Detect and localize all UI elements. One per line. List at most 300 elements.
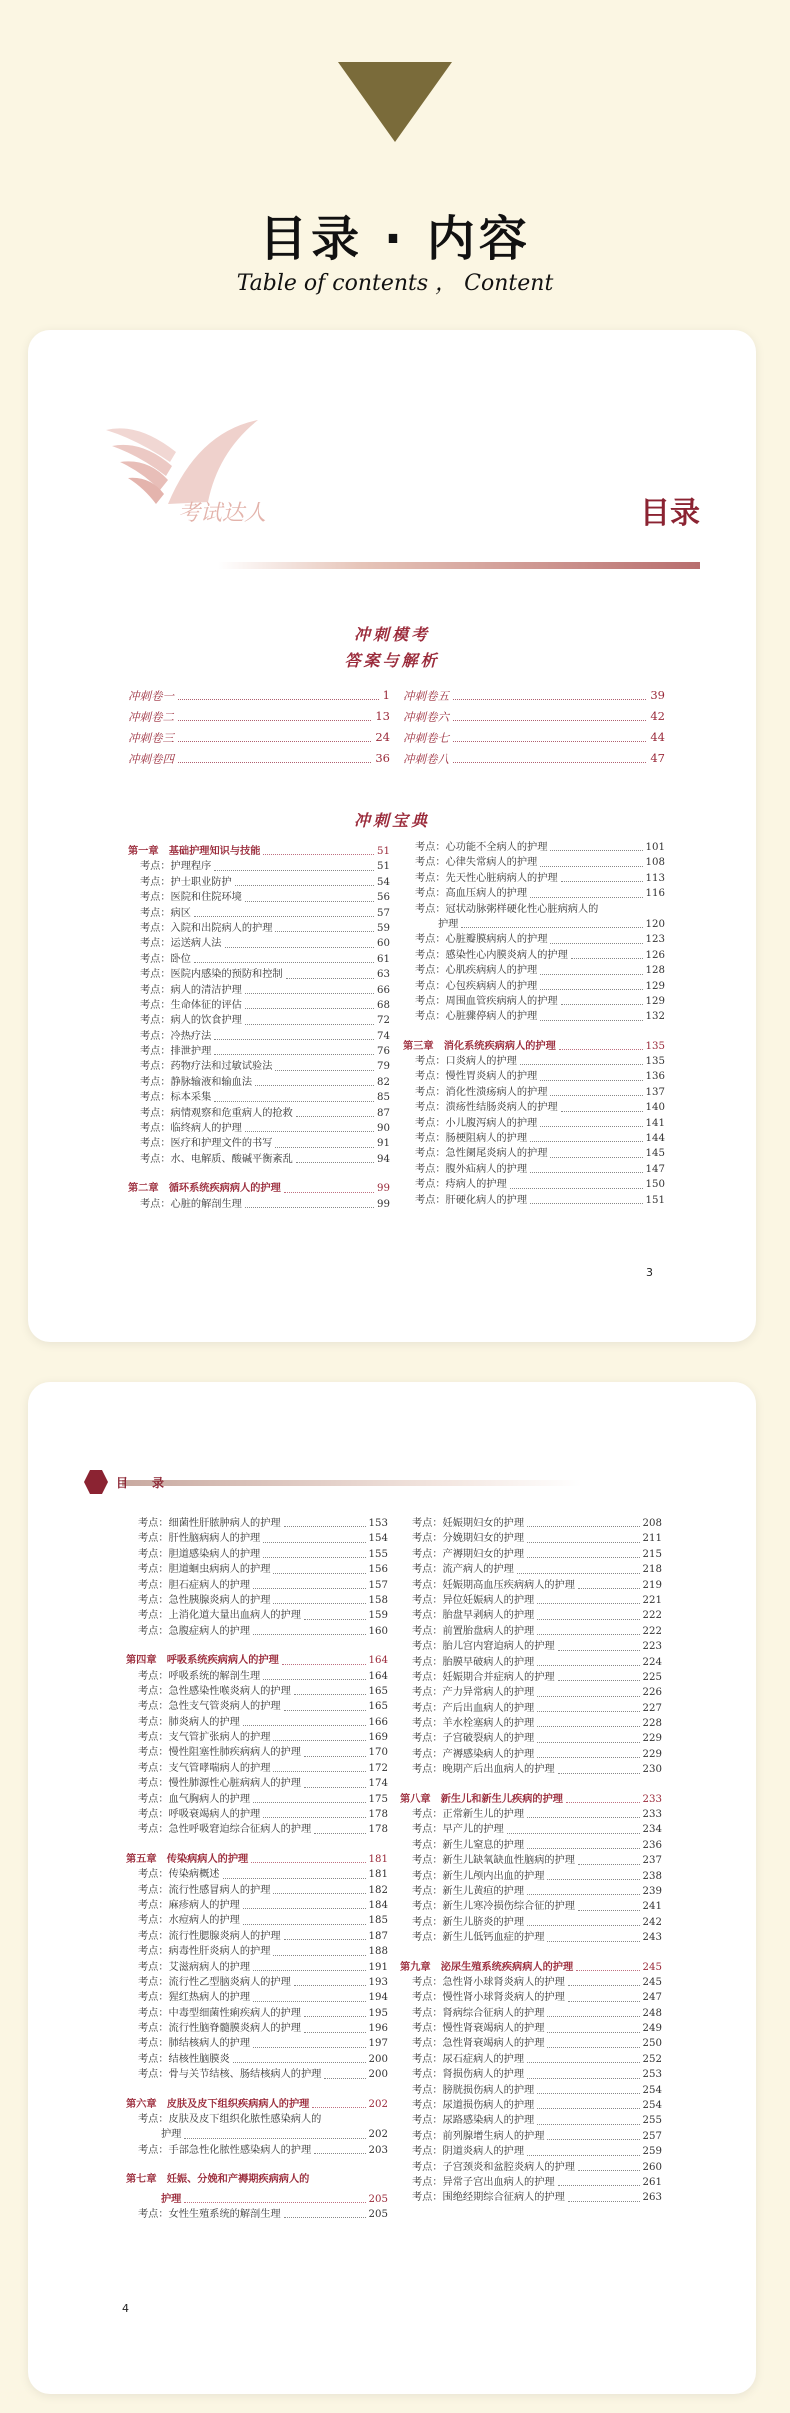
decorative-triangle — [338, 62, 452, 142]
entry-page: 230 — [642, 1764, 662, 1776]
entry-title: 第八章 新生儿和新生儿疾病的护理 — [400, 1792, 563, 1805]
toc-entry — [400, 1716, 662, 1731]
toc-entry — [400, 1608, 662, 1623]
toc-entry — [128, 1059, 390, 1074]
spacer — [126, 2158, 388, 2168]
toc-page-4 — [28, 1382, 756, 2394]
entry-title: 考点：小儿腹泻病人的护理 — [415, 1117, 538, 1129]
leader-dots — [263, 854, 374, 855]
entry-page: 202 — [368, 2098, 388, 2110]
leader-dots — [527, 1817, 639, 1818]
exam-page: 47 — [650, 751, 665, 765]
toc-entry — [126, 1898, 388, 1913]
entry-title: 考点：肾损伤病人的护理 — [412, 2069, 525, 2081]
toc-entry — [126, 2127, 388, 2142]
entry-page: 108 — [645, 857, 665, 869]
leader-dots — [245, 993, 374, 994]
entry-page: 174 — [368, 1778, 388, 1790]
toc-entry — [400, 2175, 662, 2190]
leader-dots — [527, 1542, 639, 1543]
entry-page: 229 — [642, 1733, 662, 1745]
toc-entry — [128, 1013, 390, 1028]
toc-entry — [403, 855, 665, 870]
leader-dots — [304, 1787, 366, 1788]
entry-page: 59 — [377, 922, 390, 934]
entry-page: 200 — [368, 2069, 388, 2081]
leader-dots — [312, 2107, 365, 2108]
leader-dots — [245, 1207, 374, 1208]
entry-page: 229 — [642, 1748, 662, 1760]
leader-dots — [527, 2062, 639, 2063]
entry-title: 考点：前列腺增生病人的护理 — [412, 2130, 545, 2142]
entry-title: 考点：膀胱损伤病人的护理 — [412, 2084, 535, 2096]
entry-page: 99 — [377, 1183, 390, 1195]
entry-title: 考点：急性胰腺炎病人的护理 — [138, 1594, 271, 1606]
toc-entry — [126, 1929, 388, 1944]
entry-title: 考点：异位妊娠病人的护理 — [412, 1594, 535, 1606]
entry-title: 考点：生命体征的评估 — [140, 999, 242, 1011]
entry-title: 考点：消化性溃疡病人的护理 — [415, 1086, 548, 1098]
entry-title: 考点：分娩期妇女的护理 — [412, 1533, 525, 1545]
leader-dots — [273, 1603, 365, 1604]
entry-title: 第六章 皮肤及皮下组织疾病病人的护理 — [126, 2097, 310, 2110]
spacer — [400, 1946, 662, 1956]
toc-entry — [403, 932, 665, 947]
page-subtitle: Table of contents ， Content — [236, 271, 554, 296]
entry-page: 60 — [377, 938, 390, 950]
entry-page: 157 — [368, 1579, 388, 1591]
toc-entry — [126, 1960, 388, 1975]
toc-entry — [126, 1578, 388, 1593]
entry-page: 57 — [377, 907, 390, 919]
entry-title: 考点：急性肾小球肾炎病人的护理 — [412, 1976, 565, 1988]
toc-entry — [126, 2207, 388, 2222]
entry-page: 164 — [368, 1670, 388, 1682]
toc-entry — [403, 1100, 665, 1115]
toc-entry — [126, 1807, 388, 1822]
leader-dots — [537, 2124, 639, 2125]
leader-dots — [527, 1848, 639, 1849]
entry-page: 259 — [642, 2146, 662, 2158]
entry-title: 考点：心脏的解剖生理 — [140, 1198, 242, 1210]
entry-title: 考点：慢性肺源性心脏病病人的护理 — [138, 1778, 301, 1790]
entry-page: 79 — [377, 1061, 390, 1073]
toc-entry — [400, 1990, 662, 2005]
entry-title: 考点：口炎病人的护理 — [415, 1056, 517, 1068]
leader-dots — [540, 1080, 642, 1081]
leader-dots — [568, 1985, 640, 1986]
entry-title: 第三章 消化系统疾病病人的护理 — [403, 1039, 556, 1052]
leader-dots — [550, 850, 642, 851]
entry-title: 考点：胆石症病人的护理 — [138, 1579, 251, 1591]
entry-title: 考点：心律失常病人的护理 — [415, 857, 538, 869]
leader-dots — [540, 989, 642, 990]
leader-dots — [527, 2155, 639, 2156]
entry-title: 考点：尿石症病人的护理 — [412, 2053, 525, 2065]
entry-title: 考点：异常子宫出血病人的护理 — [412, 2177, 555, 2188]
entry-page: 170 — [368, 1747, 388, 1759]
entry-title: 考点：麻疹病人的护理 — [138, 1899, 240, 1911]
toc-entry — [400, 2083, 662, 2098]
entry-title: 考点：流行性脑脊髓膜炎病人的护理 — [138, 2023, 301, 2035]
toc-entry — [128, 1029, 390, 1044]
leader-dots — [550, 943, 642, 944]
entry-title: 考点：肝性脑病病人的护理 — [138, 1533, 261, 1545]
entry-page: 252 — [642, 2053, 662, 2065]
entry-page: 196 — [368, 2023, 388, 2035]
entry-page: 211 — [642, 1533, 662, 1545]
exam-entry — [403, 751, 665, 767]
leader-dots — [530, 897, 642, 898]
entry-page: 254 — [642, 2100, 662, 2112]
chapter-entry — [128, 844, 390, 859]
entry-page: 132 — [645, 1011, 665, 1023]
toc-entry — [400, 1838, 662, 1853]
entry-title: 考点：周围血管疾病病人的护理 — [415, 995, 558, 1007]
toc-entry — [400, 1975, 662, 1990]
leader-dots — [214, 1039, 374, 1040]
toc-entry — [400, 2067, 662, 2082]
entry-title: 考点：阴道炎病人的护理 — [412, 2146, 525, 2158]
toc-entry — [400, 1853, 662, 1868]
leader-dots — [296, 1162, 374, 1163]
svg-text:考试达人: 考试达人 — [178, 501, 267, 526]
spacer — [128, 1167, 390, 1177]
entry-page: 166 — [368, 1716, 388, 1728]
entry-title: 第一章 基础护理知识与技能 — [128, 844, 261, 857]
entry-title: 考点：皮肤及皮下组织化脓性感染病人的 — [138, 2114, 322, 2126]
toc-entry — [126, 1730, 388, 1745]
leader-dots — [537, 1742, 639, 1743]
leader-dots — [537, 2093, 639, 2094]
leader-dots — [214, 1101, 374, 1102]
toc-entry — [400, 1593, 662, 1608]
exam-name: 冲刺卷八 — [403, 752, 449, 766]
toc-entry — [128, 906, 390, 921]
entry-title: 考点：产力异常病人的护理 — [412, 1687, 535, 1699]
leader-dots — [273, 1573, 365, 1574]
entry-title: 第二章 循环系统疾病病人的护理 — [128, 1182, 281, 1195]
hexagon-logo-icon — [84, 1470, 108, 1494]
entry-page: 193 — [368, 1976, 388, 1988]
toc-entry — [400, 1822, 662, 1837]
leader-dots — [273, 1771, 365, 1772]
toc-entry — [126, 1624, 388, 1639]
section-title-handbook: 冲刺宝典 — [353, 811, 430, 830]
leader-dots — [507, 1833, 640, 1834]
exam-name: 冲刺卷六 — [403, 710, 449, 724]
entry-title: 考点：胎儿宫内窘迫病人的护理 — [412, 1641, 555, 1653]
entry-page: 56 — [377, 892, 390, 904]
toc-entry — [400, 1655, 662, 1670]
leader-dots — [253, 1970, 365, 1971]
entry-page: 254 — [642, 2084, 662, 2096]
leader-dots — [314, 2153, 365, 2154]
entry-title: 考点：溃疡性结肠炎病人的护理 — [415, 1102, 558, 1114]
entry-title: 考点：药物疗法和过敏试验法 — [140, 1061, 273, 1073]
leader-dots — [520, 1064, 643, 1065]
toc-entry — [400, 1807, 662, 1822]
entry-title: 考点：感染性心内膜炎病人的护理 — [415, 949, 568, 961]
entry-page: 237 — [642, 1855, 662, 1867]
entry-title: 考点：艾滋病病人的护理 — [138, 1961, 251, 1973]
entry-page: 175 — [368, 1793, 388, 1805]
exam-page: 39 — [650, 688, 665, 702]
toc-entry — [126, 1822, 388, 1837]
leader-dots — [517, 1573, 640, 1574]
page-number: 3 — [646, 1266, 653, 1279]
leader-dots — [550, 1095, 642, 1096]
entry-page: 126 — [645, 949, 665, 961]
entry-page: 221 — [642, 1594, 662, 1606]
leader-dots — [296, 1116, 374, 1117]
entry-page: 195 — [368, 2007, 388, 2019]
leader-dots — [547, 1941, 639, 1942]
entry-page: 181 — [368, 1869, 388, 1881]
entry-title: 考点：运送病人法 — [140, 938, 222, 950]
entry-page: 160 — [368, 1625, 388, 1637]
leader-dots — [558, 1773, 640, 1774]
entry-page: 227 — [642, 1702, 662, 1714]
entry-title: 考点：围绝经期综合征病人的护理 — [412, 2192, 565, 2204]
entry-title: 考点：尿路感染病人的护理 — [412, 2115, 535, 2127]
chapter-entry — [400, 1792, 662, 1807]
entry-title: 考点：排泄护理 — [140, 1046, 212, 1058]
toc-entry — [403, 1162, 665, 1177]
entry-page: 51 — [377, 861, 390, 873]
chapter-entry — [400, 1960, 662, 1975]
leader-dots — [547, 2016, 639, 2017]
toc-entry — [400, 2160, 662, 2175]
toc-entry — [126, 1944, 388, 1959]
toc-entry — [400, 2052, 662, 2067]
chapter-entry — [126, 1852, 388, 1867]
entry-title: 考点：新生儿脐炎的护理 — [412, 1916, 525, 1928]
entry-title: 考点：上消化道大量出血病人的护理 — [138, 1610, 301, 1622]
toc-entry — [403, 871, 665, 886]
exam-page: 13 — [375, 709, 390, 723]
leader-dots — [558, 1680, 640, 1681]
toc-entry — [128, 952, 390, 967]
entry-title: 考点：晚期产后出血病人的护理 — [412, 1764, 555, 1776]
leader-dots — [527, 1557, 639, 1558]
exam-name: 冲刺卷五 — [403, 689, 449, 703]
entry-page: 135 — [645, 1040, 665, 1052]
leader-dots — [275, 931, 374, 932]
entry-title: 考点：妊娠期高血压疾病病人的护理 — [412, 1579, 575, 1591]
toc-entry — [126, 1792, 388, 1807]
leader-dots — [178, 709, 371, 721]
entry-title: 考点：心功能不全病人的护理 — [415, 841, 548, 853]
toc-entry — [126, 1516, 388, 1531]
spacer — [126, 2083, 388, 2093]
entry-title: 考点：支气管哮喘病人的护理 — [138, 1762, 271, 1774]
toc-entry — [400, 2144, 662, 2159]
entry-page: 156 — [368, 1564, 388, 1576]
leader-dots — [286, 978, 374, 979]
leader-dots — [537, 1696, 639, 1697]
entry-page: 226 — [642, 1687, 662, 1699]
entry-page: 172 — [368, 1762, 388, 1774]
entry-page: 145 — [645, 1148, 665, 1160]
entry-page: 233 — [642, 1793, 662, 1805]
leader-dots — [568, 2001, 640, 2002]
leader-dots — [251, 1862, 365, 1863]
leader-dots — [294, 1694, 366, 1695]
entry-title: 考点：子宫破裂病人的护理 — [412, 1733, 535, 1745]
toc-entry — [400, 2006, 662, 2021]
entry-title: 考点：病毒性肝炎病人的护理 — [138, 1946, 271, 1958]
leader-dots — [304, 2016, 366, 2017]
entry-page: 261 — [642, 2177, 662, 2188]
toc-entry — [128, 1106, 390, 1121]
toc-entry — [403, 1193, 665, 1208]
leader-dots — [561, 881, 643, 882]
entry-page: 215 — [642, 1548, 662, 1560]
exam-entry — [128, 709, 390, 725]
leader-dots — [253, 1588, 365, 1589]
leader-dots — [547, 2032, 639, 2033]
toc-column-right — [400, 1516, 662, 2206]
leader-dots — [275, 1147, 374, 1148]
leader-dots — [530, 1172, 642, 1173]
entry-page: 140 — [645, 1102, 665, 1114]
leader-dots — [263, 1679, 365, 1680]
entry-page: 249 — [642, 2023, 662, 2035]
entry-page: 76 — [377, 1046, 390, 1058]
entry-page: 218 — [642, 1564, 662, 1576]
leader-dots — [245, 1008, 374, 1009]
entry-title: 考点：流产病人的护理 — [412, 1564, 514, 1576]
toc-entry — [400, 1915, 662, 1930]
entry-page: 234 — [642, 1824, 662, 1836]
entry-title: 考点：心肌疾病病人的护理 — [415, 965, 538, 977]
entry-title: 考点：急性肾衰竭病人的护理 — [412, 2038, 545, 2050]
entry-title: 考点：呼吸衰竭病人的护理 — [138, 1809, 261, 1821]
entry-title: 考点：临终病人的护理 — [140, 1123, 242, 1135]
entry-title: 考点：医疗和护理文件的书写 — [140, 1138, 273, 1150]
toc-entry — [128, 1136, 390, 1151]
leader-dots — [540, 1020, 642, 1021]
running-header — [84, 1470, 170, 1494]
entry-page: 123 — [645, 934, 665, 946]
entry-title: 考点：医院内感染的预防和控制 — [140, 969, 283, 981]
entry-page: 239 — [642, 1885, 662, 1897]
entry-title: 考点：产褥感染病人的护理 — [412, 1748, 535, 1760]
leader-dots — [243, 1725, 366, 1726]
leader-dots — [284, 1526, 366, 1527]
toc-entry — [128, 1044, 390, 1059]
entry-title: 考点：传染病概述 — [138, 1869, 220, 1881]
entry-title: 考点：手部急性化脓性感染病人的护理 — [138, 2144, 312, 2156]
entry-title: 考点：病人的清洁护理 — [140, 984, 242, 996]
entry-title: 考点：妊娠期妇女的护理 — [412, 1517, 525, 1529]
entry-page: 225 — [642, 1671, 662, 1683]
chapter-entry — [126, 1653, 388, 1668]
entry-title: 第五章 传染病病人的护理 — [126, 1852, 249, 1865]
entry-page: 120 — [645, 918, 665, 930]
leader-dots — [527, 2078, 639, 2079]
leader-dots — [284, 2217, 366, 2218]
entry-title: 考点：腹外疝病人的护理 — [415, 1163, 528, 1175]
leader-dots — [263, 1557, 365, 1558]
leader-dots — [294, 1985, 366, 1986]
toc-entry — [400, 2098, 662, 2113]
leader-dots — [527, 1894, 639, 1895]
entry-page: 187 — [368, 1930, 388, 1942]
leader-dots — [561, 1004, 643, 1005]
entry-title: 考点：静脉输液和输血法 — [140, 1076, 253, 1088]
exam-name: 冲刺卷二 — [128, 710, 174, 724]
entry-page: 257 — [642, 2130, 662, 2142]
entry-title: 考点：卧位 — [140, 953, 191, 965]
toc-entry — [403, 840, 665, 855]
entry-page: 248 — [642, 2007, 662, 2019]
entry-title: 第四章 呼吸系统疾病病人的护理 — [126, 1654, 279, 1667]
entry-title: 考点：医院和住院环境 — [140, 892, 242, 904]
exam-page: 42 — [650, 709, 665, 723]
toc-entry — [128, 875, 390, 890]
exam-name: 冲刺卷一 — [128, 689, 174, 703]
entry-page: 165 — [368, 1685, 388, 1697]
entry-title: 考点：冷热疗法 — [140, 1030, 212, 1042]
leader-dots — [275, 1070, 374, 1071]
page-title: 目录 · 内容 — [259, 211, 531, 267]
entry-title: 考点：痔病人的护理 — [415, 1179, 507, 1191]
entry-title: 第九章 泌尿生殖系统疾病病人的护理 — [400, 1960, 574, 1973]
leader-dots — [243, 1924, 366, 1925]
leader-dots — [559, 1049, 643, 1050]
toc-entry — [403, 1085, 665, 1100]
entry-title: 考点：护士职业防护 — [140, 876, 232, 888]
toc-entry — [128, 921, 390, 936]
leader-dots — [253, 2047, 365, 2048]
entry-page: 154 — [368, 1533, 388, 1545]
exam-entry — [403, 730, 665, 746]
entry-page: 238 — [642, 1870, 662, 1882]
entry-page: 101 — [645, 841, 665, 853]
entry-page: 191 — [368, 1961, 388, 1973]
running-header-label: 目 录 — [116, 1475, 171, 1490]
leader-dots — [245, 901, 374, 902]
entry-title: 考点：前置胎盘病人的护理 — [412, 1625, 535, 1637]
leader-dots — [263, 1542, 365, 1543]
toc-entry — [126, 1990, 388, 2005]
entry-page: 94 — [377, 1153, 390, 1165]
chapter-entry — [126, 2097, 388, 2112]
leader-dots — [578, 1910, 640, 1911]
leader-dots — [235, 885, 374, 886]
entry-page: 243 — [642, 1932, 662, 1944]
toc-entry — [128, 936, 390, 951]
toc-entry — [400, 1670, 662, 1685]
spacer — [403, 1025, 665, 1035]
toc-entry — [403, 886, 665, 901]
leader-dots — [324, 2078, 365, 2079]
leader-dots — [453, 730, 646, 742]
entry-page: 253 — [642, 2069, 662, 2081]
entry-title: 考点：产褥期妇女的护理 — [412, 1548, 525, 1560]
entry-title: 考点：猩红热病人的护理 — [138, 1992, 251, 2004]
toc-entry — [400, 1531, 662, 1546]
entry-title: 考点：结核性脑膜炎 — [138, 2053, 230, 2065]
entry-page: 178 — [368, 1809, 388, 1821]
entry-title: 考点：新生儿黄疸的护理 — [412, 1885, 525, 1897]
leader-dots — [530, 1203, 642, 1204]
leader-dots — [537, 1757, 639, 1758]
entry-title: 考点：尿道损伤病人的护理 — [412, 2100, 535, 2112]
entry-title: 考点：肾病综合征病人的护理 — [412, 2007, 545, 2019]
